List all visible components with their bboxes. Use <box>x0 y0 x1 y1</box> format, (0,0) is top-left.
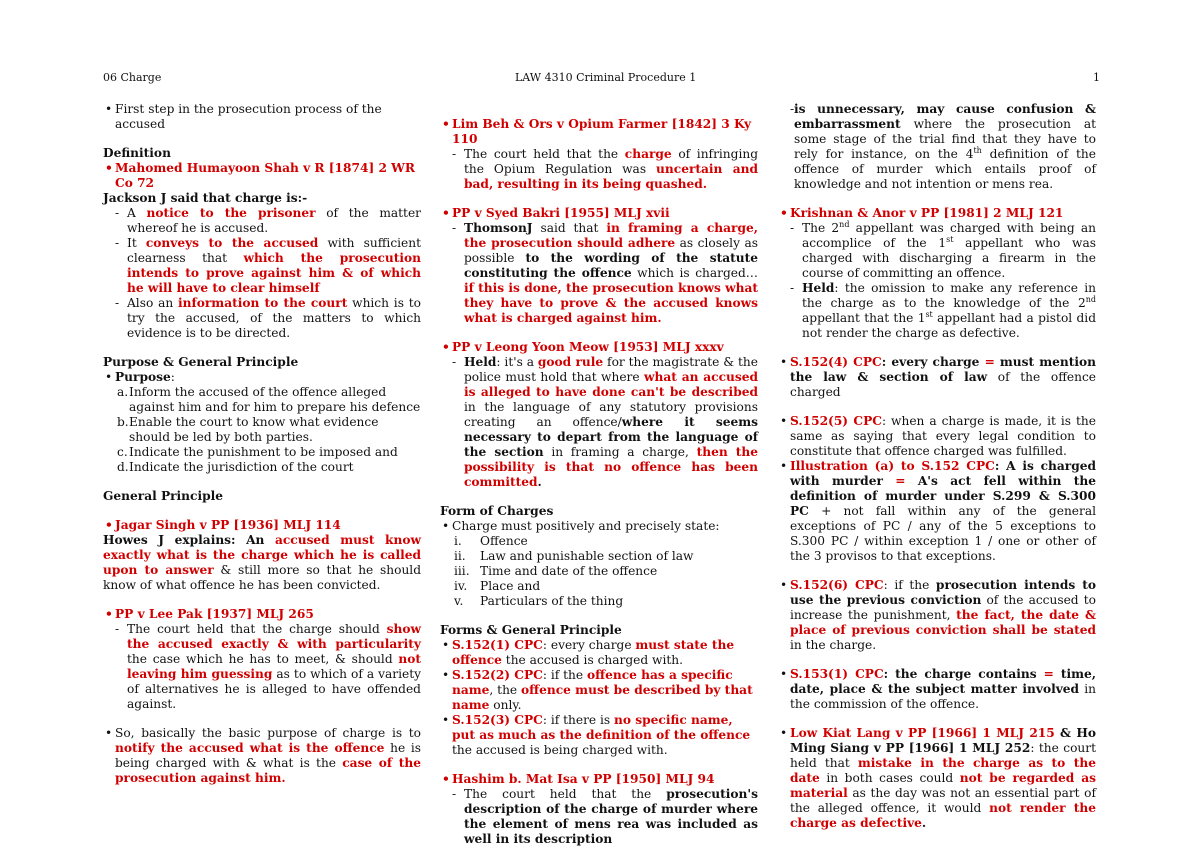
forms-list-item: iv. Place and <box>454 579 541 593</box>
s152-5: • S.152(5) CPC: when a charge is made, it is the same as saying that every legal condition to constitute that offence charged was fulfilled. <box>778 414 1096 459</box>
s153-1: • S.153(1) CPC: the charge contains = time, date, place & the subject matter involved in the commission of the offence. <box>778 667 1096 712</box>
krishnan-held: - Held: the omission to make any reference in the charge as to the knowledge of the 2nd appellant that the 1st appellant had a pistol did not render the charge as defective. <box>778 281 1096 341</box>
lim-beh-holding: - The court held that the charge of infringing the Opium Regulation was uncertain and bad, resulting in its being quashed. <box>440 147 758 192</box>
krishnan-facts: - The 2nd appellant was charged with being an accomplice of the 1st appellant who was charged with discharging a firearm in the course of committing an offence. <box>778 221 1096 281</box>
purpose-item-d: d. Indicate the jurisdiction of the court <box>117 460 354 474</box>
lee-pak-holding: - The court held that the charge should show the accused exactly & with particularity the case which he has to meet, & should not leaving him guessing as to which of a variety of alternatives he is alleged to have offended against. <box>103 622 421 712</box>
case-lim-beh: • Lim Beh & Ors v Opium Farmer [1842] 3 Ky 110 <box>440 117 758 147</box>
howes-explanation: Howes J explains: An accused must know exactly what is the charge which he is called upon to answer & still more so that he should know of what offence he has been convicted. <box>103 533 421 592</box>
general-principle-heading: General Principle <box>103 489 224 503</box>
column-3 <box>778 102 1096 831</box>
column-1 <box>103 102 421 786</box>
header-left: 06 Charge <box>103 71 162 84</box>
illustration-a: • Illustration (a) to S.152 CPC: A is charged with murder = A's act fell within the definition of murder under S.299 & S.300 PC + not fall within any of the general exceptions of PC / any of the 5 exceptions to S.300 PC / within exception 1 / one or other of the 3 provisos to that exceptions. <box>778 459 1096 564</box>
case-syed-bakri: • PP v Syed Bakri [1955] MLJ xvii <box>440 206 758 221</box>
s152-4: • S.152(4) CPC: every charge = must mention the law & section of law of the offence charged <box>778 355 1096 400</box>
purpose-item-c: c. Indicate the punishment to be imposed and <box>117 445 398 459</box>
case-hashim: • Hashim b. Mat Isa v PP [1950] MLJ 94 <box>440 772 758 787</box>
intro-bullet: • First step in the prosecution process of the accused <box>103 102 421 132</box>
hashim-holding: - The court held that the prosecution's description of the charge of murder where the element of mens rea was included as well in its description <box>440 787 758 847</box>
case-lee-pak: • PP v Lee Pak [1937] MLJ 265 <box>103 607 421 622</box>
definition-heading: Definition <box>103 146 171 160</box>
column-2 <box>440 117 758 847</box>
case-humayoon: • Mahomed Humayoon Shah v R [1874] 2 WR Co 72 <box>103 161 421 191</box>
purpose-heading: Purpose & General Principle <box>103 355 299 369</box>
case-low-kiat-lang: • Low Kiat Lang v PP [1966] 1 MLJ 215 & Ho Ming Siang v PP [1966] 1 MLJ 252: the court held that mistake in the charge as to the date in both cases could not be regarded as material as the day was not an essential part of the alleged offence, it would not render the charge as defective. <box>778 726 1096 831</box>
syed-bakri-holding: - ThomsonJ said that in framing a charge, the prosecution should adhere as closely as possible to the wording of the statute constituting the offence which is charged…if this is done, the prosecution knows what they have to prove & the accused knows what is charged against him. <box>440 221 758 326</box>
header-page-number: 1 <box>1093 71 1100 84</box>
purpose-item-b: b. Enable the court to know what evidence should be led by both parties. <box>117 415 379 444</box>
forms-list-item: ii. Law and punishable section of law <box>454 549 694 563</box>
header-center: LAW 4310 Criminal Procedure 1 <box>515 71 697 84</box>
purpose-label: • Purpose: <box>103 370 421 385</box>
purpose-summary: • So, basically the basic purpose of charge is to notify the accused what is the offence he is being charged with & what is the case of the prosecution against him. <box>103 726 421 786</box>
definition-item-3: - Also an information to the court which is to try the accused, of the matters to which evidence is to be directed. <box>103 296 421 341</box>
s152-1: • S.152(1) CPC: every charge must state the offence the accused is charged with. <box>440 638 758 668</box>
forms-general-principle-heading: Forms & General Principle <box>440 623 622 637</box>
form-of-charges-heading: Form of Charges <box>440 504 554 518</box>
leong-yoon-meow-holding: - Held: it's a good rule for the magistrate & the police must hold that where what an accused is alleged to have done can't be described in the language of any statutory provisions creating an offence/where it seems necessary to depart from the language of the section in framing a charge, then the possibility is that no offence has been committed. <box>440 355 758 490</box>
forms-list-item: i. Offence <box>454 534 528 548</box>
forms-list <box>440 534 758 609</box>
purpose-item-a: a. Inform the accused of the offence alleged against him and for him to prepare his defence <box>117 385 421 414</box>
forms-list-item: iii. Time and date of the offence <box>454 564 658 578</box>
definition-item-2: - It conveys to the accused with sufficient clearness that which the prosecution intends to prove against him & of which he will have to clear himself <box>103 236 421 296</box>
forms-intro: • Charge must positively and precisely state: <box>440 519 758 534</box>
forms-list-item: v. Particulars of the thing <box>454 594 624 608</box>
definition-item-1: - A notice to the prisoner of the matter whereof he is accused. <box>103 206 421 236</box>
hashim-continued: - is unnecessary, may cause confusion & embarrassment where the prosecution at some stage of the trial find that they have to rely for instance, on the 4th definition of the offence of murder which entails proof of knowledge and not intention or mens rea. <box>778 102 1096 192</box>
jackson-quote: Jackson J said that charge is:- <box>103 191 308 205</box>
s152-6: • S.152(6) CPC: if the prosecution intends to use the previous conviction of the accused to increase the punishment, the fact, the date & place of previous conviction shall be stated in the charge. <box>778 578 1096 653</box>
s152-2: • S.152(2) CPC: if the offence has a specific name, the offence must be described by that name only. <box>440 668 758 713</box>
case-krishnan: • Krishnan & Anor v PP [1981] 2 MLJ 121 <box>778 206 1096 221</box>
case-jagar-singh: • Jagar Singh v PP [1936] MLJ 114 <box>103 518 421 533</box>
case-leong-yoon-meow: • PP v Leong Yoon Meow [1953] MLJ xxxv <box>440 340 758 355</box>
s152-3: • S.152(3) CPC: if there is no specific name, put as much as the definition of the offence the accused is being charged with. <box>440 713 758 758</box>
